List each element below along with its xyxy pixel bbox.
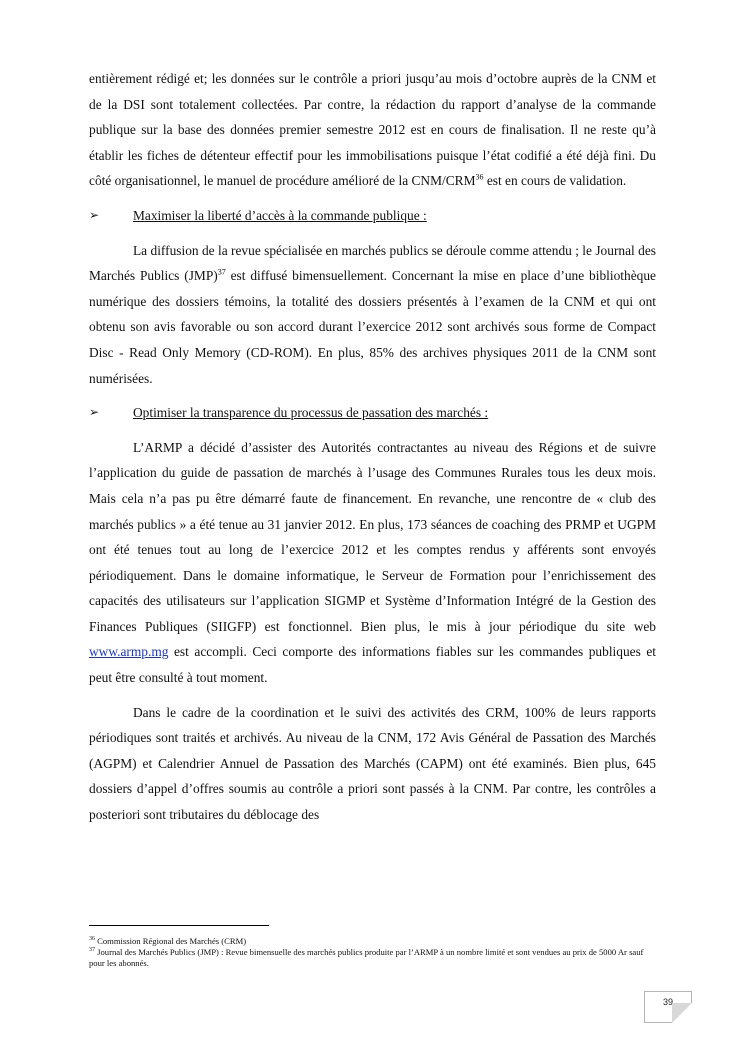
paragraph-jmp [89,238,656,392]
paragraph-text: Dans le cadre de la coordination et le suivi des activités des CRM, 100% de leurs rapports périodiques sont traités et archivés. Au niveau de la CNM, 172 Avis Général de Passation des Marchés (AGPM) et Calendrier Annuel de Passation des Marchés (CAPM) ont été examinés. Bien plus, 645 dossiers d’appel d’offres soumis au contrôle a priori sont passés à la CNM. Par contre, les contrôles a posteriori sont tributaires du déblocage des [89,704,656,823]
body-text [89,66,656,828]
arrow-bullet-icon: ➢ [89,405,100,420]
paragraph-armp [89,435,656,691]
footnote-separator [89,925,269,926]
footnote-number: 37 [89,947,95,954]
footnote-text: Journal des Marchés Publics (JMP) : Revue bimensuelle des marchés publics produite par l’ARMP à un nombre limité et sont vendues au prix de 5000 Ar sauf pour les abonnés. [89,947,644,969]
page-curl-icon [672,1003,692,1023]
footnote-ref-36[interactable]: 36 [475,172,484,182]
page-number: 39 [662,997,673,1007]
footnote-text: Commission Régional des Marchés (CRM) [95,936,247,946]
footnote-number: 36 [89,936,95,943]
bullet-heading-text: Optimiser la transparence du processus de passation des marchés : [133,405,489,421]
bullet-heading-transparency [89,400,656,426]
armp-website-link[interactable]: www.armp.mg [89,644,169,660]
paragraph-text: entièrement rédigé et; les données sur le contrôle a priori jusqu’au mois d’octobre auprès de la CNM et de la DSI sont totalement collectées. Par contre, la rédaction du rapport d’analyse de la commande publique sur la base des données premier semestre 2012 est en cours de finalisation. Il ne reste qu’à établir les fiches de détenteur effectif pour les immobilisations puisque l’état codifié a été déjà fini. Du côté organisationnel, le manuel de procédure amélioré de la CNM/CRM [89,71,656,189]
paragraph-text: L’ARMP a décidé d’assister des Autorités contractantes au niveau des Régions et de suivre l’application du guide de passation de marchés à l’usage des Communes Rurales tous les deux mois. Mais cela n’a pas pu être démarré faute de financement. En revanche, une rencontre de « club des marchés publics » a été tenue au 31 janvier 2012. En plus, 173 séances de coaching des PRMP et UGPM ont été tenues tout au long de l’exercice 2012 et les comptes rendus y afférents sont envoyés périodiquement. Dans le domaine informatique, le Serveur de Formation pour l’enrichissement des capacités des utilisateurs sur l’application SIGMP et Système d’Information Intégré de la Gestion des Finances Publiques (SIIGFP) est fonctionnel. Bien plus, le mis à jour périodique du site web [89,439,656,634]
paragraph-text-end: est accompli. Ceci comporte des informations fiables sur les commandes publiques et peut être consulté à tout moment. [89,644,656,686]
paragraph-continuation [89,66,656,194]
footnote-ref-37[interactable]: 37 [217,267,226,277]
paragraph-text-end: est en cours de validation. [483,173,627,189]
paragraph-text-end: est diffusé bimensuellement. Concernant la mise en place d’une bibliothèque numérique des dossiers témoins, la totalité des dossiers présentés à l’examen de la CNM et qui ont obtenu son avis favorable ou son accord durant l’exercice 2012 sont archivés sous forme de Compact Disc - Read Only Memory (CD-ROM). En plus, 85% des archives physiques 2011 de la CNM sont numérisées. [89,268,656,386]
bullet-heading-text: Maximiser la liberté d’accès à la commande publique : [133,207,427,223]
footnote-37 [89,947,659,969]
paragraph-crm [89,700,656,828]
footnotes [89,936,659,970]
footnote-36 [89,936,659,947]
paragraph-text: La diffusion de la revue spécialisée en marchés publics se déroule comme attendu ; le Journal des Marchés Publics (JMP) [89,242,656,284]
arrow-bullet-icon: ➢ [89,207,100,222]
page-number-box [644,991,692,1023]
bullet-heading-access [89,203,656,229]
